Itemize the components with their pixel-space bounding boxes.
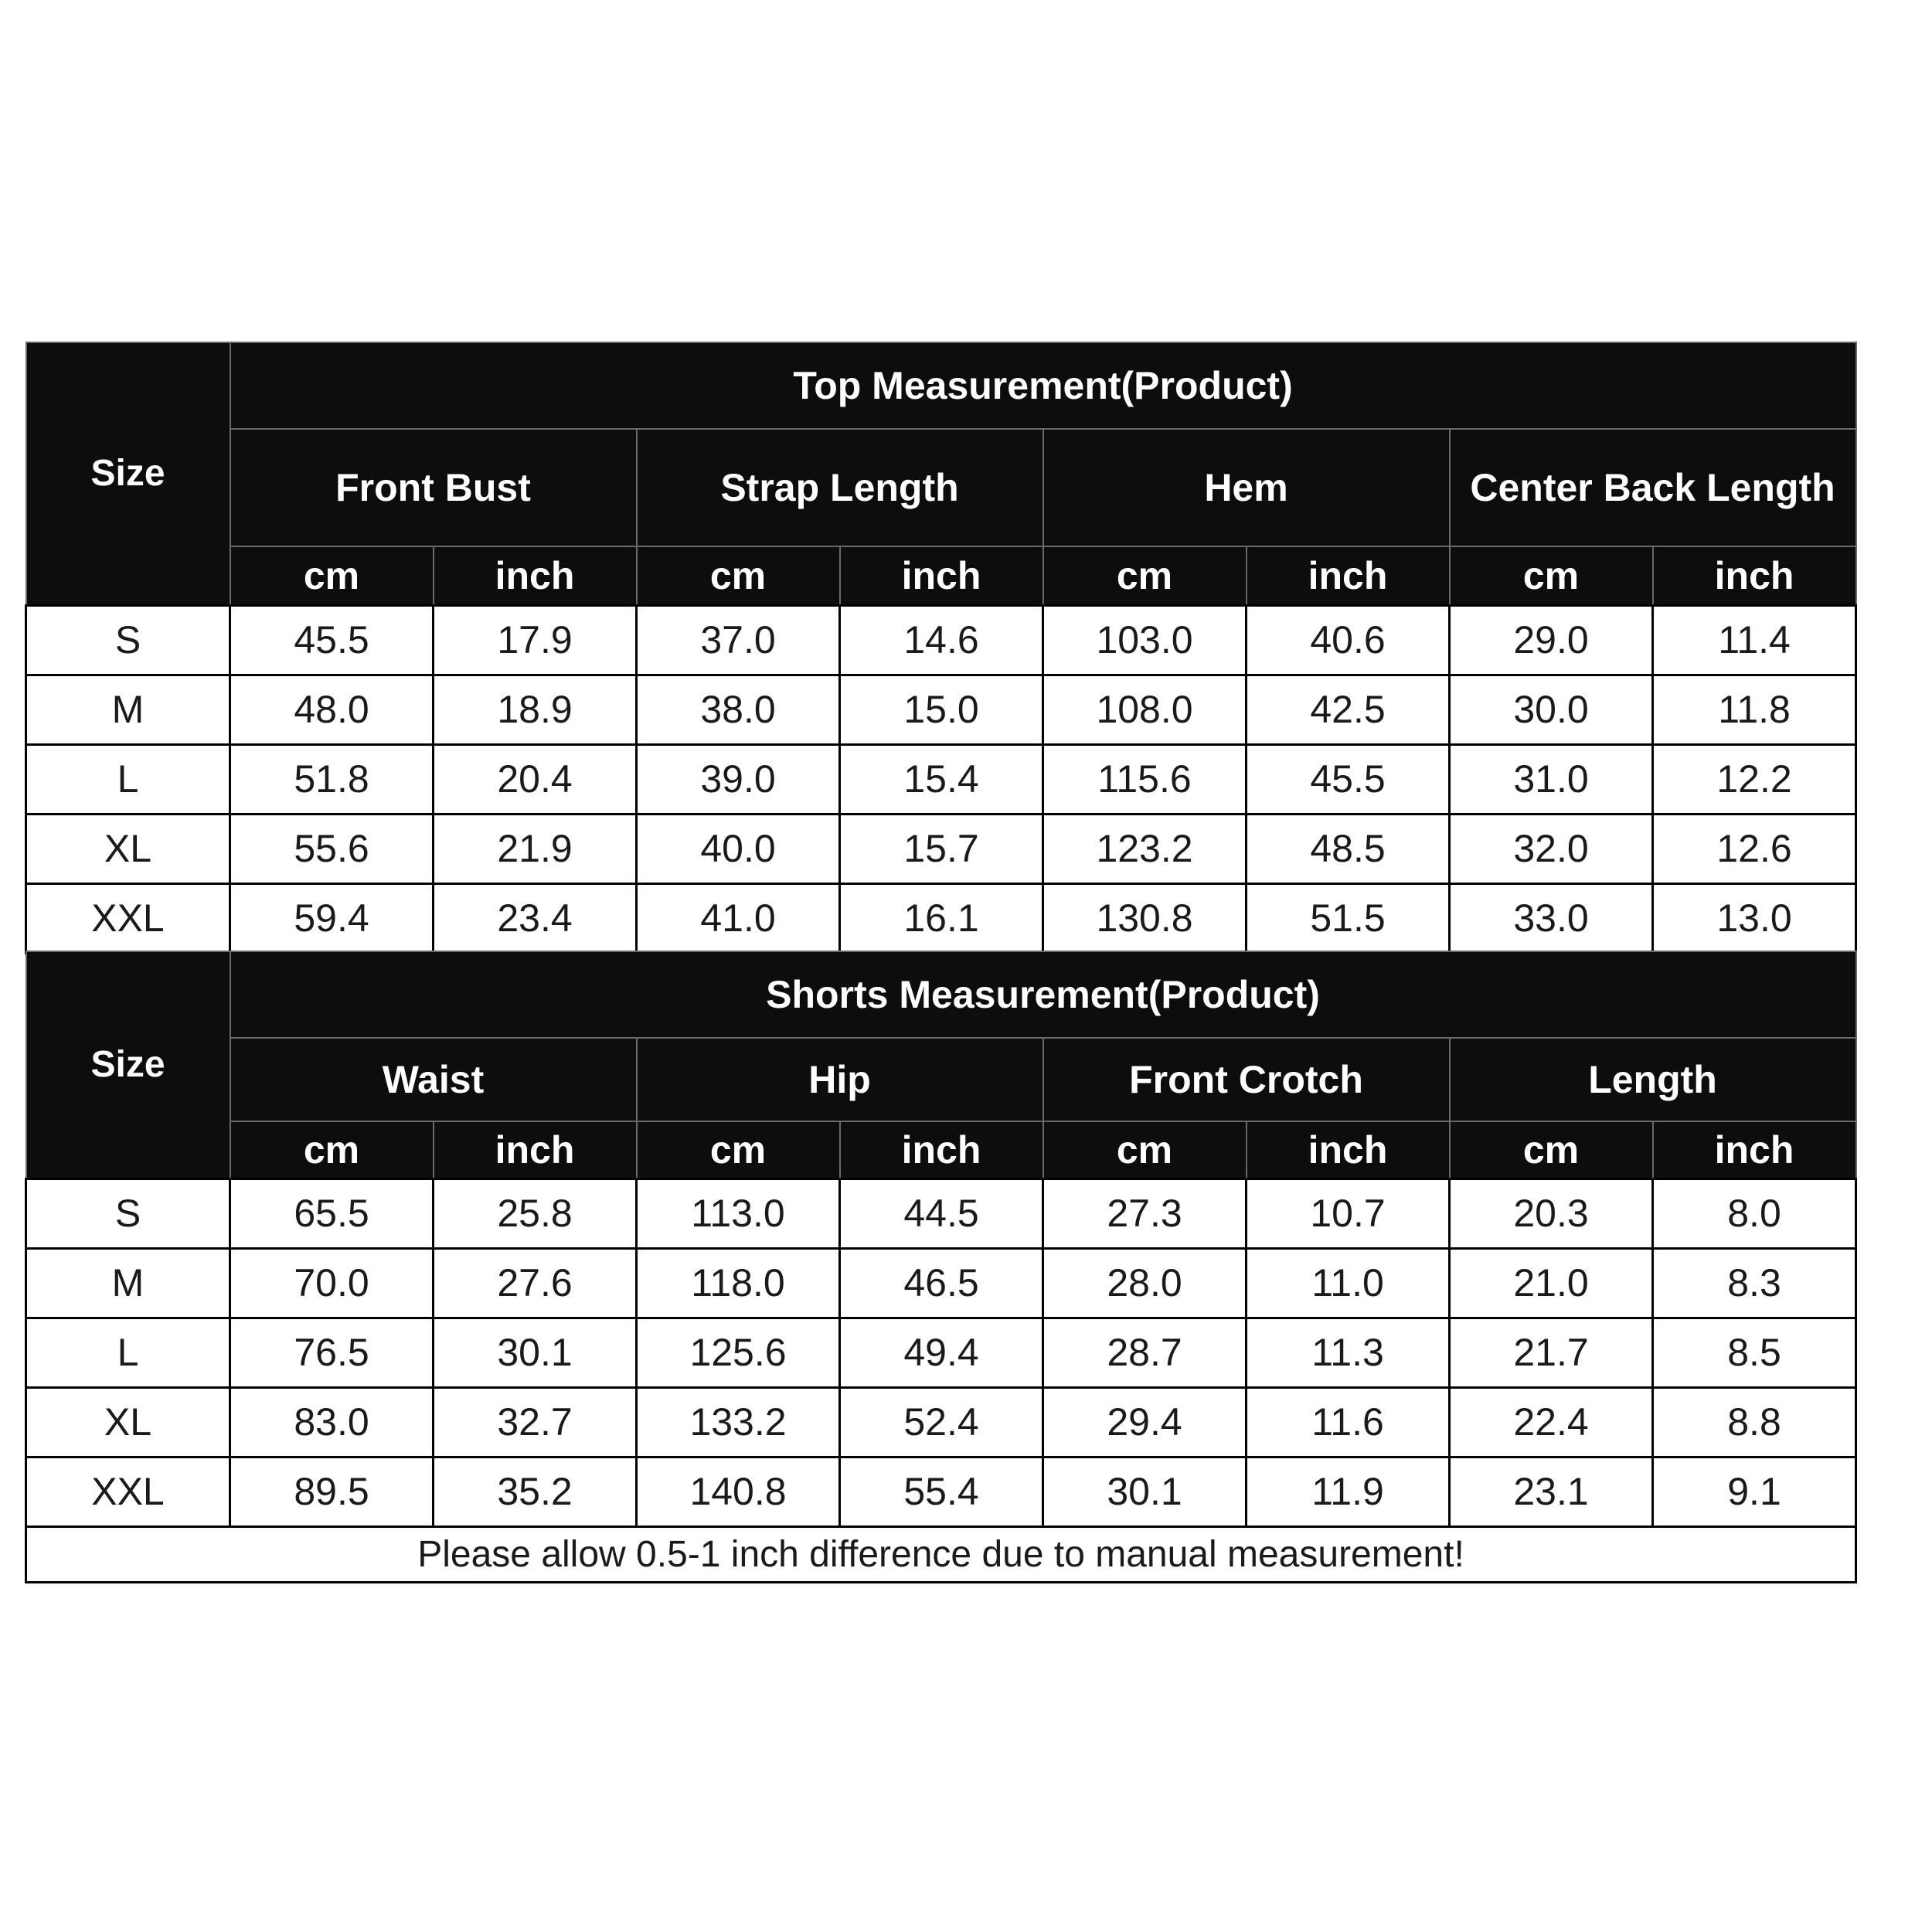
value-cell: 59.4 [230, 883, 434, 953]
value-cell: 76.5 [230, 1318, 434, 1387]
value-cell: 49.4 [840, 1318, 1043, 1387]
unit-header: cm [637, 546, 840, 605]
size-header: Size [26, 342, 230, 605]
unit-header: cm [230, 546, 434, 605]
value-cell: 103.0 [1043, 605, 1247, 675]
unit-header: cm [1043, 546, 1247, 605]
value-cell: 118.0 [637, 1248, 840, 1318]
value-cell: 89.5 [230, 1457, 434, 1526]
column-group-header: Front Crotch [1043, 1038, 1450, 1121]
value-cell: 29.0 [1450, 605, 1653, 675]
size-cell: L [26, 744, 230, 814]
unit-header: inch [434, 1121, 637, 1179]
value-cell: 37.0 [637, 605, 840, 675]
value-cell: 41.0 [637, 883, 840, 953]
table-row [26, 1387, 1856, 1457]
value-cell: 13.0 [1653, 883, 1856, 953]
value-cell: 70.0 [230, 1248, 434, 1318]
value-cell: 42.5 [1247, 675, 1450, 744]
column-group-header: Strap Length [637, 429, 1043, 546]
value-cell: 130.8 [1043, 883, 1247, 953]
value-cell: 45.5 [1247, 744, 1450, 814]
value-cell: 39.0 [637, 744, 840, 814]
value-cell: 12.6 [1653, 814, 1856, 883]
column-group-header: Front Bust [230, 429, 637, 546]
size-cell: XXL [26, 883, 230, 953]
value-cell: 123.2 [1043, 814, 1247, 883]
unit-header: inch [434, 546, 637, 605]
value-cell: 30.0 [1450, 675, 1653, 744]
unit-header: cm [1450, 546, 1653, 605]
table-row [26, 675, 1856, 744]
unit-header: cm [1450, 1121, 1653, 1179]
value-cell: 8.3 [1653, 1248, 1856, 1318]
unit-header: cm [637, 1121, 840, 1179]
measurement-note: Please allow 0.5-1 inch difference due to manual measurement! [26, 1526, 1856, 1582]
size-cell: XL [26, 814, 230, 883]
table-row [26, 883, 1856, 953]
value-cell: 125.6 [637, 1318, 840, 1387]
unit-header: cm [1043, 1121, 1247, 1179]
value-cell: 65.5 [230, 1179, 434, 1248]
table-title: Shorts Measurement(Product) [230, 951, 1856, 1038]
value-cell: 33.0 [1450, 883, 1653, 953]
size-cell: S [26, 605, 230, 675]
column-group-header: Waist [230, 1038, 637, 1121]
value-cell: 30.1 [1043, 1457, 1247, 1526]
value-cell: 16.1 [840, 883, 1043, 953]
table-row [26, 744, 1856, 814]
value-cell: 32.7 [434, 1387, 637, 1457]
value-cell: 21.0 [1450, 1248, 1653, 1318]
size-cell: XL [26, 1387, 230, 1457]
unit-header: inch [1653, 1121, 1856, 1179]
value-cell: 45.5 [230, 605, 434, 675]
value-cell: 40.0 [637, 814, 840, 883]
unit-header: inch [840, 1121, 1043, 1179]
value-cell: 31.0 [1450, 744, 1653, 814]
value-cell: 15.0 [840, 675, 1043, 744]
value-cell: 133.2 [637, 1387, 840, 1457]
top-table-body [26, 605, 1856, 953]
table-row [26, 1457, 1856, 1526]
column-group-header: Hem [1043, 429, 1450, 546]
table-row [26, 1248, 1856, 1318]
value-cell: 20.3 [1450, 1179, 1653, 1248]
table-row [26, 1318, 1856, 1387]
value-cell: 23.1 [1450, 1457, 1653, 1526]
shorts-table-body [26, 1179, 1856, 1526]
value-cell: 46.5 [840, 1248, 1043, 1318]
value-cell: 14.6 [840, 605, 1043, 675]
table-row [26, 1179, 1856, 1248]
value-cell: 27.3 [1043, 1179, 1247, 1248]
size-cell: XXL [26, 1457, 230, 1526]
value-cell: 8.5 [1653, 1318, 1856, 1387]
value-cell: 18.9 [434, 675, 637, 744]
size-cell: M [26, 1248, 230, 1318]
value-cell: 44.5 [840, 1179, 1043, 1248]
value-cell: 38.0 [637, 675, 840, 744]
size-cell: L [26, 1318, 230, 1387]
column-group-header: Hip [637, 1038, 1043, 1121]
column-group-header: Length [1450, 1038, 1856, 1121]
value-cell: 29.4 [1043, 1387, 1247, 1457]
unit-header: cm [230, 1121, 434, 1179]
value-cell: 21.7 [1450, 1318, 1653, 1387]
size-cell: S [26, 1179, 230, 1248]
top-measurement-table [25, 342, 1857, 954]
value-cell: 48.5 [1247, 814, 1450, 883]
value-cell: 15.4 [840, 744, 1043, 814]
unit-header: inch [840, 546, 1043, 605]
size-cell: M [26, 675, 230, 744]
value-cell: 9.1 [1653, 1457, 1856, 1526]
value-cell: 11.0 [1247, 1248, 1450, 1318]
value-cell: 25.8 [434, 1179, 637, 1248]
value-cell: 11.6 [1247, 1387, 1450, 1457]
value-cell: 140.8 [637, 1457, 840, 1526]
value-cell: 108.0 [1043, 675, 1247, 744]
value-cell: 20.4 [434, 744, 637, 814]
value-cell: 27.6 [434, 1248, 637, 1318]
value-cell: 8.0 [1653, 1179, 1856, 1248]
table-row [26, 605, 1856, 675]
shorts-measurement-table [25, 951, 1857, 1583]
value-cell: 21.9 [434, 814, 637, 883]
value-cell: 23.4 [434, 883, 637, 953]
value-cell: 113.0 [637, 1179, 840, 1248]
value-cell: 10.7 [1247, 1179, 1450, 1248]
value-cell: 8.8 [1653, 1387, 1856, 1457]
table-row [26, 814, 1856, 883]
size-header: Size [26, 951, 230, 1179]
unit-header: inch [1653, 546, 1856, 605]
value-cell: 48.0 [230, 675, 434, 744]
value-cell: 11.9 [1247, 1457, 1450, 1526]
value-cell: 35.2 [434, 1457, 637, 1526]
value-cell: 55.4 [840, 1457, 1043, 1526]
table-title: Top Measurement(Product) [230, 342, 1856, 429]
value-cell: 15.7 [840, 814, 1043, 883]
value-cell: 115.6 [1043, 744, 1247, 814]
column-group-header: Center Back Length [1450, 429, 1856, 546]
value-cell: 12.2 [1653, 744, 1856, 814]
value-cell: 28.0 [1043, 1248, 1247, 1318]
value-cell: 83.0 [230, 1387, 434, 1457]
value-cell: 51.8 [230, 744, 434, 814]
value-cell: 22.4 [1450, 1387, 1653, 1457]
value-cell: 40.6 [1247, 605, 1450, 675]
unit-header: inch [1247, 546, 1450, 605]
value-cell: 28.7 [1043, 1318, 1247, 1387]
unit-header: inch [1247, 1121, 1450, 1179]
value-cell: 11.8 [1653, 675, 1856, 744]
value-cell: 11.4 [1653, 605, 1856, 675]
value-cell: 52.4 [840, 1387, 1043, 1457]
value-cell: 30.1 [434, 1318, 637, 1387]
value-cell: 51.5 [1247, 883, 1450, 953]
value-cell: 32.0 [1450, 814, 1653, 883]
value-cell: 17.9 [434, 605, 637, 675]
value-cell: 11.3 [1247, 1318, 1450, 1387]
value-cell: 55.6 [230, 814, 434, 883]
